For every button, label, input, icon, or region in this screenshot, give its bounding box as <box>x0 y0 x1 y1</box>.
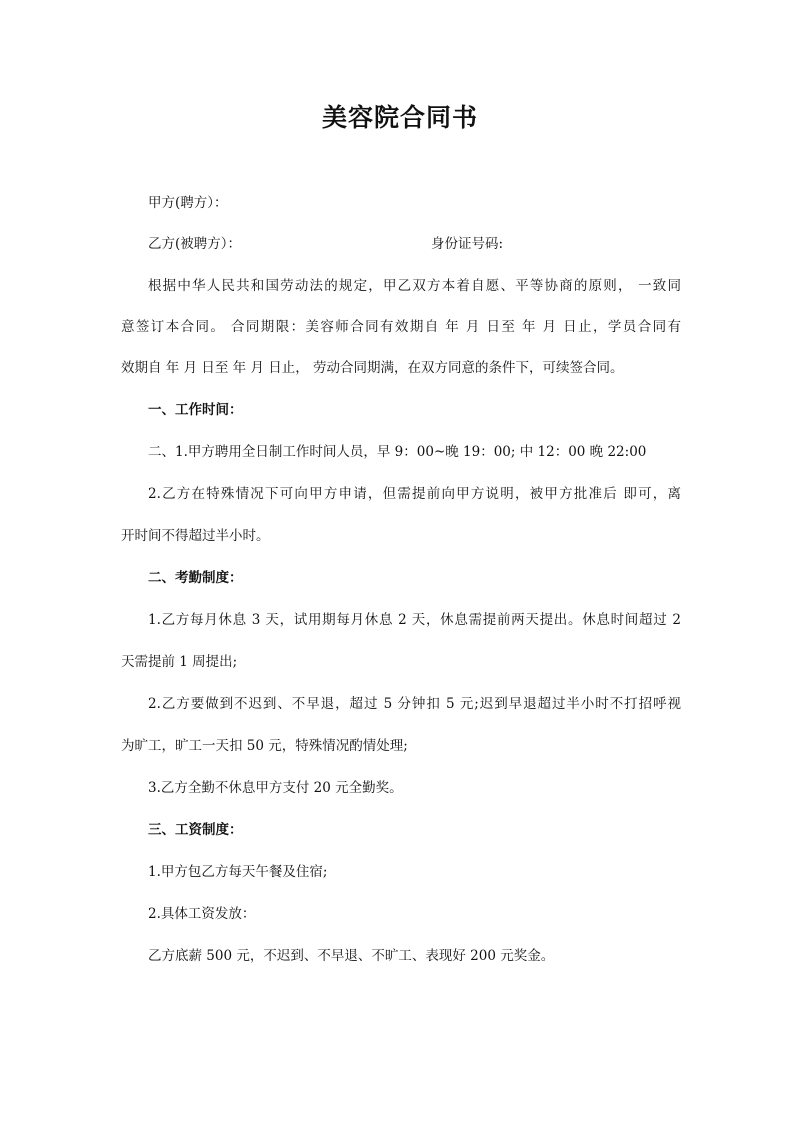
document-title: 美容院合同书 <box>321 103 478 132</box>
section1-item2-line2: 开时间不得超过半小时。 <box>121 528 270 544</box>
intro-line-1: 根据中华人民共和国劳动法的规定，甲乙双方本着自愿、平等协商的原则， 一致同 <box>148 278 681 294</box>
section1-item1: 二、1.甲方聘用全日制工作时间人员，早 9：00~晚 19：00; 中 12：00 晚 22:00 <box>148 444 647 460</box>
section3-item3: 乙方底薪 500 元，不迟到、不早退、不旷工、表现好 200 元奖金。 <box>148 948 555 964</box>
section3-item1: 1.甲方包乙方每天午餐及住宿; <box>148 864 328 880</box>
section1-item2-line1: 2.乙方在特殊情况下可向甲方申请，但需提前向甲方说明，被甲方批准后 即可，离 <box>148 486 681 502</box>
intro-line-2: 意签订本合同。 合同期限：美容师合同有效期自 年 月 日至 年 月 日止，学员合同有 <box>121 319 681 335</box>
section2-heading: 二、考勤制度： <box>148 570 243 586</box>
section2-item1-line1: 1.乙方每月休息 3 天，试用期每月休息 2 天，休息需提前两天提出。休息时间超过 2 <box>148 612 681 628</box>
section3-item2: 2.具体工资发放： <box>148 906 256 922</box>
intro-line-3: 效期自 年 月 日至 年 月 日止， 劳动合同期满，在双方同意的条件下，可续签合同。 <box>121 360 624 376</box>
id-number-label: 身份证号码: <box>431 236 504 252</box>
section2-item2-line1: 2.乙方要做到不迟到、不早退，超过 5 分钟扣 5 元;迟到早退超过半小时不打招呼视 <box>148 696 681 712</box>
section2-item2-line2: 为旷工，旷工一天扣 50 元，特殊情况酌情处理; <box>121 738 408 754</box>
section2-item1-line2: 天需提前 1 周提出; <box>121 654 238 670</box>
section2-item3: 3.乙方全勤不休息甲方支付 20 元全勤奖。 <box>148 780 403 796</box>
section1-heading: 一、工作时间： <box>148 402 243 418</box>
party-b-line: 乙方(被聘方）： <box>148 236 242 252</box>
section3-heading: 三、工资制度： <box>148 822 243 838</box>
party-a-line: 甲方(聘方）： <box>148 195 228 211</box>
